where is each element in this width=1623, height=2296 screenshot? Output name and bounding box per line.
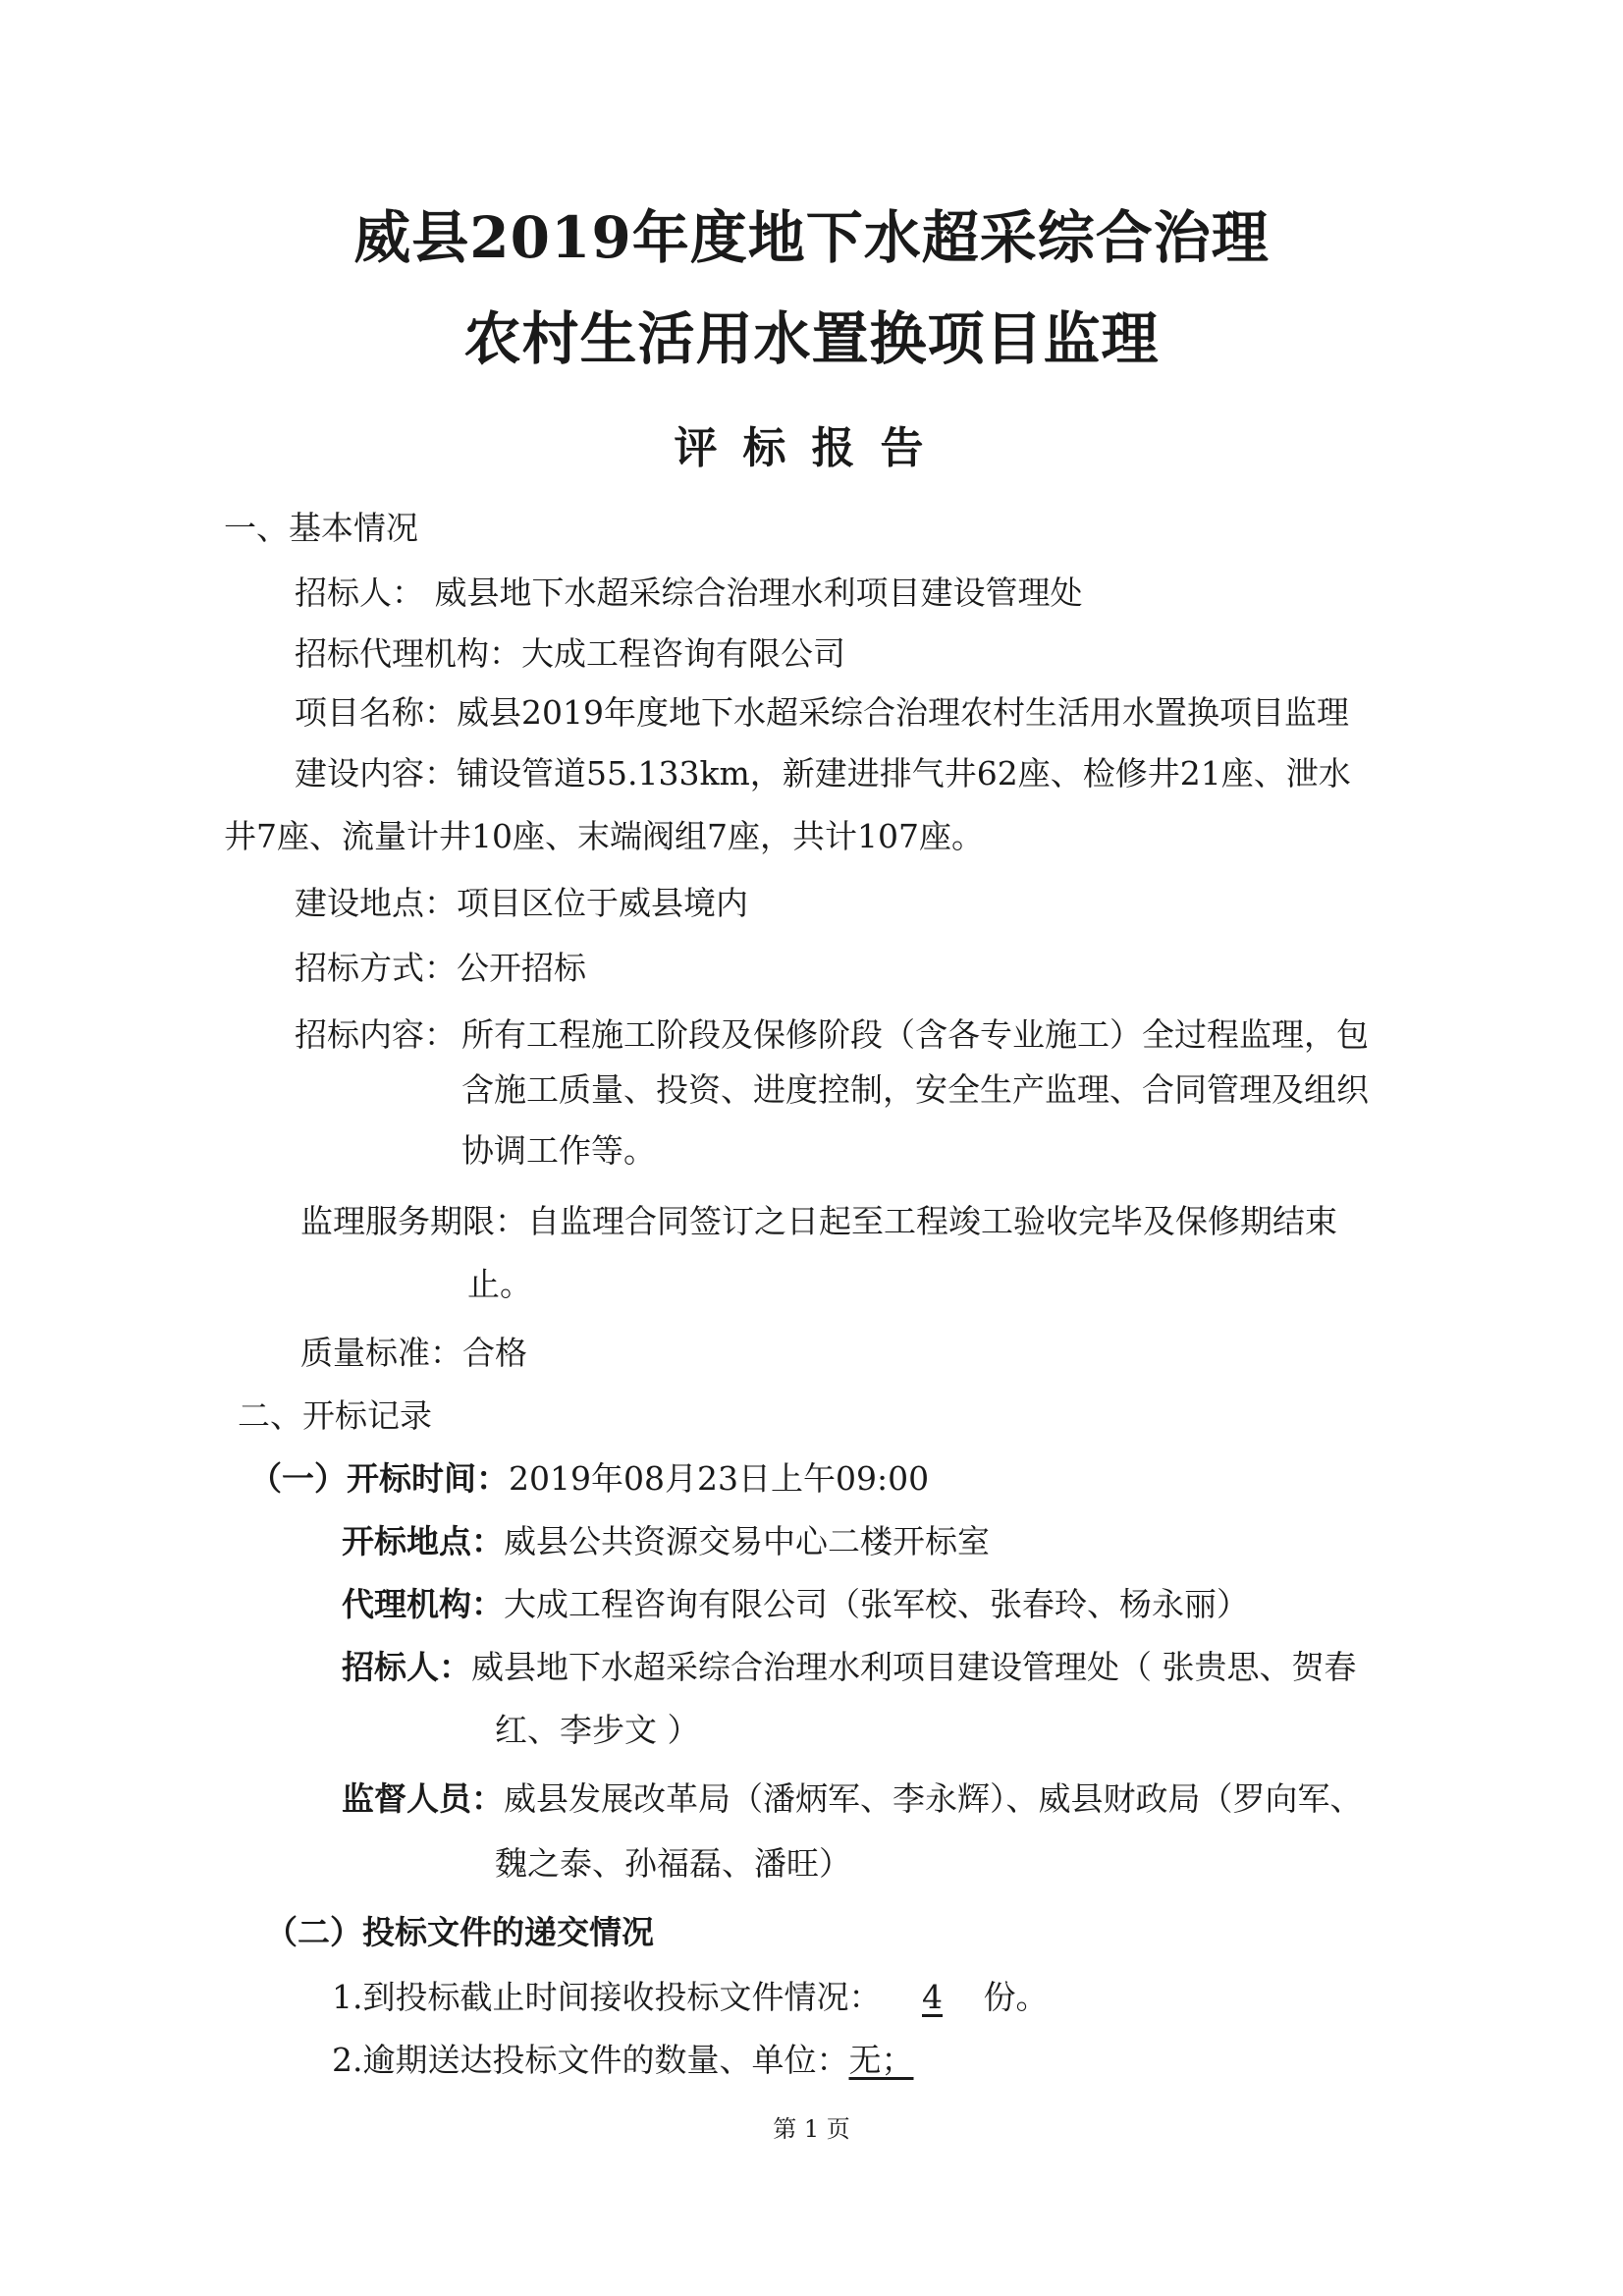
opening-place-value: 威县公共资源交易中心二楼开标室 <box>504 1522 990 1560</box>
supervisor-row <box>342 1777 1363 1821</box>
method-line: 招标方式：公开招标 <box>295 949 586 987</box>
tenderer-line: 招标人： 威县地下水超采综合治理水利项目建设管理处 <box>295 574 1083 612</box>
content-line-2: 井7座、流量计井10座、末端阀组7座，共计107座。 <box>224 817 984 855</box>
project-name-line: 项目名称：威县2019年度地下水超采综合治理农村生活用水置换项目监理 <box>295 693 1349 732</box>
location-line: 建设地点：项目区位于威县境内 <box>295 884 748 922</box>
agent-value: 大成工程咨询有限公司（张军校、张春玲、杨永丽） <box>504 1585 1249 1623</box>
opening-time-value: 2019年08月23日上午09:00 <box>509 1459 930 1498</box>
scope-line-2: 含施工质量、投资、进度控制，安全生产监理、合同管理及组织 <box>461 1070 1369 1109</box>
opening-time-row <box>249 1457 929 1501</box>
agency-line: 招标代理机构：大成工程咨询有限公司 <box>295 634 845 673</box>
opening-place-row <box>342 1520 990 1563</box>
scope-line-1: 所有工程施工阶段及保修阶段（含各专业施工）全过程监理，包 <box>461 1015 1369 1054</box>
opening-time-label: （一）开标时间： <box>249 1459 509 1498</box>
scope-line-3: 协调工作等。 <box>461 1131 656 1170</box>
tenderer2-label: 招标人： <box>342 1648 471 1686</box>
sub2-heading: （二）投标文件的递交情况 <box>265 1913 654 1951</box>
item1-text: 1.到投标截止时间接收投标文件情况： <box>332 1978 882 2016</box>
item1-unit: 份。 <box>983 1978 1049 2016</box>
item2-text: 2.逾期送达投标文件的数量、单位： <box>332 2041 849 2079</box>
supervisor-value-1: 威县发展改革局（潘炳军、李永辉）、威县财政局（罗向军、 <box>504 1779 1363 1818</box>
document-title-line-1: 威县2019年度地下水超采综合治理 <box>353 204 1270 271</box>
section2-heading: 二、开标记录 <box>238 1396 432 1435</box>
tenderer2-value-2: 红、李步文 ） <box>495 1711 700 1749</box>
period-line-1: 监理服务期限：自监理合同签订之日起至工程竣工验收完毕及保修期结束 <box>300 1202 1337 1240</box>
supervisor-value-2: 魏之泰、孙福磊、潘旺） <box>495 1844 851 1883</box>
tenderer2-row <box>342 1646 1357 1689</box>
opening-place-label: 开标地点： <box>342 1522 504 1560</box>
scope-label: 招标内容： <box>295 1015 457 1054</box>
item1-count: 4 <box>922 1978 943 2016</box>
document-title-line-2: 农村生活用水置换项目监理 <box>463 305 1160 372</box>
item2-value: 无； <box>848 2041 914 2079</box>
page-number: 第 1 页 <box>773 2115 850 2143</box>
agent-row <box>342 1583 1249 1626</box>
agent-label: 代理机构： <box>342 1585 504 1623</box>
item1-row <box>332 1976 1049 2019</box>
item2-row <box>332 2039 914 2082</box>
section1-heading: 一、基本情况 <box>224 509 418 547</box>
period-line-2: 止。 <box>467 1265 532 1303</box>
content-line-1: 建设内容：铺设管道55.133km，新建进排气井62座、检修井21座、泄水 <box>295 754 1351 793</box>
tenderer2-value-1: 威县地下水超采综合治理水利项目建设管理处（ 张贵思、贺春 <box>471 1648 1357 1686</box>
supervisor-label: 监督人员： <box>342 1779 504 1818</box>
document-subtitle: 评标报告 <box>674 423 949 473</box>
quality-line: 质量标准：合格 <box>300 1334 527 1372</box>
